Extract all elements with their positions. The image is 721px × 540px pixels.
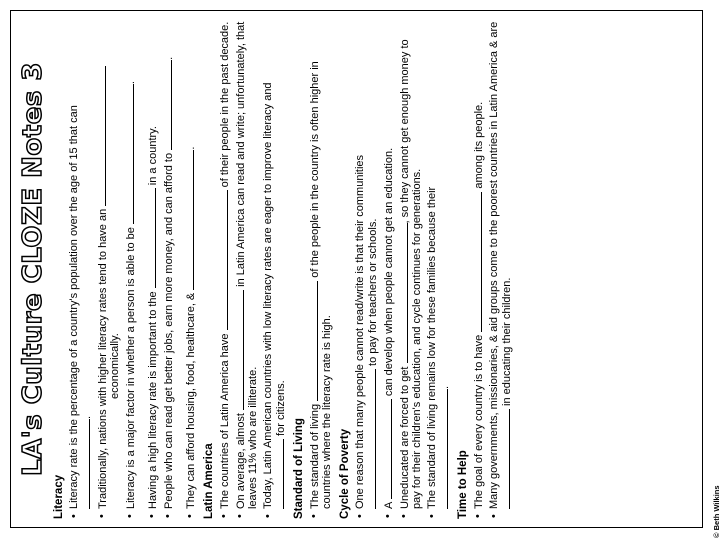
fill-blank[interactable] bbox=[234, 290, 244, 410]
list-item: • Traditionally, nations with higher literacy rates tend to have an economically. bbox=[96, 19, 121, 519]
fill-blank[interactable] bbox=[80, 419, 90, 509]
list-item: • Uneducated are forced to get , so they cannot get enough money to pay for their children's education, and cycle continues for generations. bbox=[398, 19, 423, 519]
fill-blank[interactable] bbox=[96, 66, 106, 206]
list-item: • People who can read get better jobs, earn more money, and can afford to . bbox=[162, 19, 175, 519]
fill-blank[interactable] bbox=[124, 84, 134, 224]
fill-blank[interactable] bbox=[382, 399, 392, 499]
fill-blank[interactable] bbox=[162, 60, 172, 150]
list-item: • Literacy rate is the percentage of a country's population over the age of 15 that can . bbox=[68, 19, 93, 519]
list-item: • The standard of living of the people in the country is often higher in countries where the literacy rate is high. bbox=[308, 19, 333, 519]
fill-blank[interactable] bbox=[184, 150, 194, 290]
section-heading-literacy: Literacy bbox=[53, 474, 65, 519]
section-heading-latin-america: Latin America bbox=[203, 443, 215, 519]
list-item: • The goal of every country is to have among its people. bbox=[472, 19, 485, 519]
list-item: • Today, Latin American countries with low literacy rates are eager to improve literacy and for citizens. bbox=[262, 19, 287, 519]
section-heading-standard-of-living: Standard of Living bbox=[293, 418, 305, 519]
fill-blank[interactable] bbox=[366, 369, 376, 509]
page-title: LA's Culture CLOZE Notes 3 bbox=[18, 62, 48, 476]
list-item: • Literacy is a major factor in whether a person is able to be . bbox=[124, 19, 137, 519]
list-item: • The standard of living remains low for these families because their . bbox=[426, 19, 451, 519]
fill-blank[interactable] bbox=[472, 192, 482, 332]
fill-blank[interactable] bbox=[398, 223, 408, 363]
copyright-notice: © Beth Wilkins bbox=[712, 485, 721, 538]
list-item: • A can develop when people cannot get an education. bbox=[382, 19, 395, 519]
fill-blank[interactable] bbox=[146, 188, 156, 288]
list-item: • They can afford housing, food, healthcare, & . bbox=[184, 19, 197, 519]
list-item: • Having a high literacy rate is important to the in a country. bbox=[146, 19, 159, 519]
list-item: • Many governments, missionaries, & aid groups come to the poorest countries in Latin America & are in educating their children. bbox=[488, 19, 513, 519]
fill-blank[interactable] bbox=[274, 439, 284, 509]
list-item: • The countries of Latin America have of their people in the past decade. bbox=[218, 19, 231, 519]
list-item: • One reason that many people cannot read/write is that their communities to pay for teachers or schools. bbox=[354, 19, 379, 519]
fill-blank[interactable] bbox=[500, 409, 510, 509]
fill-blank[interactable] bbox=[438, 389, 448, 509]
fill-blank[interactable] bbox=[308, 281, 318, 401]
fill-blank[interactable] bbox=[218, 190, 228, 330]
page-border bbox=[10, 10, 703, 528]
section-heading-time-to-help: Time to Help bbox=[457, 450, 469, 519]
notes-content bbox=[53, 19, 513, 519]
list-item: • On average, almost in Latin America can read and write; unfortunately, that leaves 11% who are illiterate. bbox=[234, 19, 259, 519]
section-heading-cycle-of-poverty: Cycle of Poverty bbox=[339, 428, 351, 519]
